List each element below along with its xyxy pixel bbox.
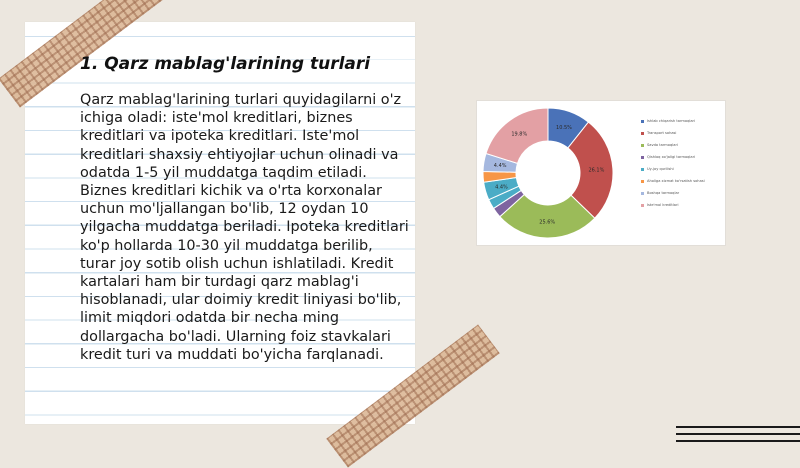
legend-swatch [641, 168, 644, 171]
legend-item-4 [641, 167, 721, 171]
legend-label: Savdo tarmoqlari [647, 143, 678, 147]
decorative-line-3 [676, 440, 800, 442]
legend-label: Boshqa tarmoqlar [647, 191, 680, 195]
legend-label: Ishlab chiqarish tarmoqlari [647, 119, 696, 123]
slide-title: 1. Qarz mablag'larining turlari [80, 54, 371, 74]
legend-label: Uy-joy qurilishi [647, 167, 674, 171]
legend-item-6 [641, 191, 721, 195]
legend-swatch [641, 180, 644, 183]
legend-swatch [641, 144, 644, 147]
donut-slice-label-7: 4.4% [493, 162, 507, 169]
legend-swatch [641, 156, 644, 159]
legend-swatch [641, 204, 644, 207]
legend-item-1 [641, 131, 721, 135]
legend-item-7 [641, 203, 721, 207]
donut-slice-label-8: 19.8% [511, 131, 528, 138]
legend-item-5 [641, 179, 721, 183]
legend-label: Qishloq xo'jaligi tarmoqlari [647, 155, 696, 159]
decorative-line-1 [676, 426, 800, 428]
legend-swatch [641, 132, 644, 135]
legend-item-3 [641, 155, 721, 159]
donut-chart [476, 100, 726, 246]
legend-label: Iste'mol kreditlari [647, 203, 679, 207]
donut-slice-label-5: 4.4% [495, 184, 508, 191]
donut-slice-label-0: 10.5% [556, 125, 572, 132]
legend-swatch [641, 192, 644, 195]
chart-legend [641, 119, 721, 215]
legend-swatch [641, 120, 644, 123]
legend-label: Transport sohasi [647, 131, 677, 135]
legend-item-0 [641, 119, 721, 123]
slide-body-text: Qarz mablag'larining turlari quyidagilarni o'z ichiga oladi: iste'mol kreditlari, biznes kreditlari va ipoteka kreditlari. Iste'mol kreditlari shaxsiy ehtiyojlar uchun olinadi va odatda 1-5 yil muddatga taqdim etiladi. Biznes kreditlari kichik va o'rta korxonalar uchun mo'ljallangan bo'lib, 12 oydan 10 yilgacha muddatga beriladi. Ipoteka kreditlari ko'p hollarda 10-30 yil muddatga berilib, turar joy sotib olish uchun ishlatiladi. Kredit kartalari ham bir turdagi qarz mablag'i hisoblanadi, ular doimiy kredit liniyasi bo'lib, limit miqdori odatda bir necha ming dollargacha bo'ladi. Ularning foiz stavkalari kredit turi va muddati bo'yicha farqlanadi. [80, 92, 409, 363]
donut-slice-label-2: 25.6% [539, 219, 556, 226]
legend-item-2 [641, 143, 721, 147]
legend-label: Aholiga xizmat ko'rsatish sohasi [647, 179, 705, 183]
decorative-line-2 [676, 433, 800, 435]
donut-slice-label-1: 26.1% [588, 167, 605, 174]
